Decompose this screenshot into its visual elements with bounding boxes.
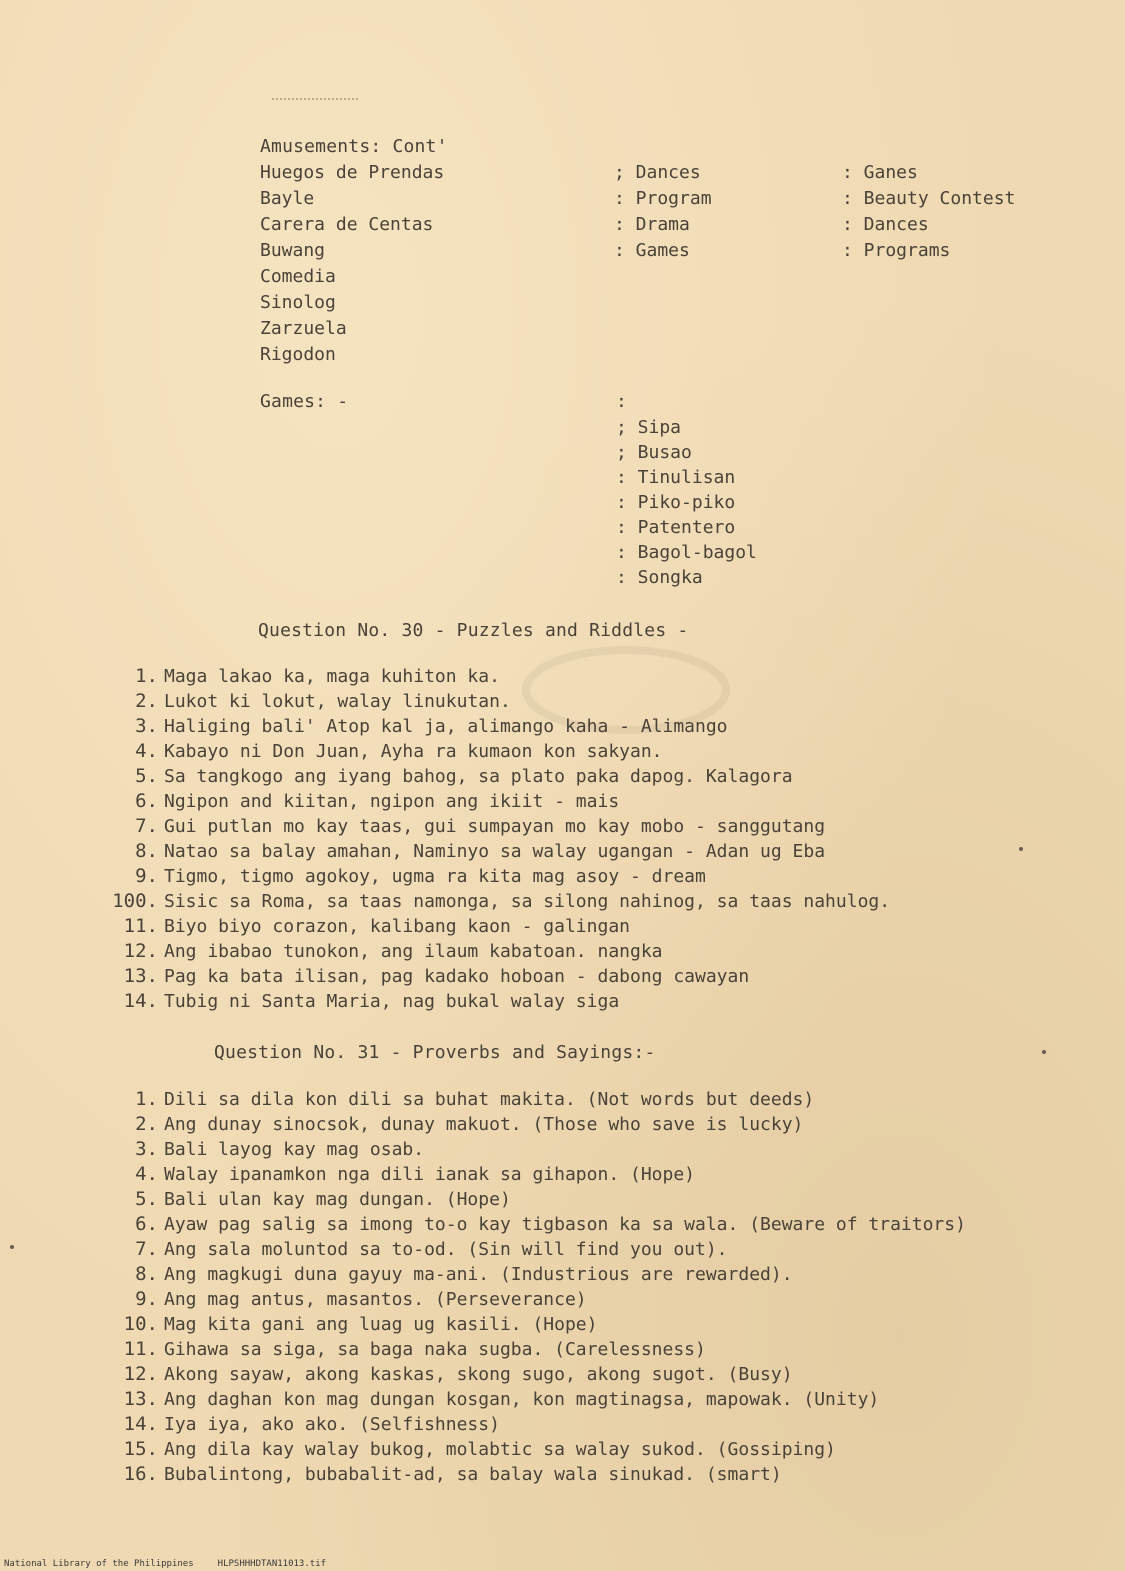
item-text: Bali ulan kay mag dungan. (Hope): [164, 1189, 511, 1210]
game-item: : Patentero: [616, 517, 736, 538]
item-number: 3.: [135, 715, 158, 737]
list-item: [112, 1287, 966, 1312]
item-text: Biyo biyo corazon, kalibang kaon - galingan: [164, 916, 630, 937]
item-number: 11.: [123, 1338, 158, 1360]
amusements-column-1: [260, 160, 444, 368]
item-text: Dili sa dila kon dili sa buhat makita. (Not words but deeds): [164, 1089, 815, 1110]
amusement-item: Buwang: [260, 240, 326, 261]
item-text: Gui putlan mo kay taas, gui sumpayan mo kay mobo - sanggutang: [164, 816, 826, 837]
item-number: 2.: [135, 1113, 158, 1135]
item-number: 13.: [123, 1388, 158, 1410]
list-item: [112, 1087, 966, 1112]
list-item: [112, 1237, 966, 1262]
list-item: [112, 1462, 966, 1487]
stray-mark: [1042, 1050, 1046, 1054]
list-item: [112, 1212, 966, 1237]
amusement-item: Carera de Centas: [260, 214, 434, 235]
item-text: Tigmo, tigmo agokoy, ugma ra kita mag asoy - dream: [164, 866, 706, 887]
item-text: Ayaw pag salig sa imong to-o kay tigbason ka sa wala. (Beware of traitors): [164, 1214, 966, 1235]
games-list: [616, 415, 757, 590]
amusements-column-2: [614, 160, 712, 264]
item-text: Ang ibabao tunokon, ang ilaum kabatoan. nangka: [164, 941, 663, 962]
amusement-item: Huegos de Prendas: [260, 162, 445, 183]
amusement-item: Bayle: [260, 188, 315, 209]
list-item: [112, 1437, 966, 1462]
item-text: Sa tangkogo ang iyang bahog, sa plato paka dapog. Kalagora: [164, 766, 793, 787]
list-item: [112, 1312, 966, 1337]
amusement-item: Rigodon: [260, 344, 336, 365]
riddles-list: [112, 664, 890, 1014]
item-number: 6.: [135, 790, 158, 812]
list-item: [112, 1262, 966, 1287]
footer-filename: HLPSHHHDTAN11013.tif: [217, 1559, 327, 1569]
amusement-item: : Program: [614, 188, 712, 209]
amusements-title: Amusements: Cont': [260, 136, 448, 157]
list-item: [112, 1112, 966, 1137]
item-text: Pag ka bata ilisan, pag kadako hoboan - dabong cawayan: [164, 966, 750, 987]
item-number: 5.: [135, 765, 158, 787]
list-item: [112, 689, 890, 714]
item-text: Bubalintong, bubabalit-ad, sa balay wala sinukad. (smart): [164, 1464, 782, 1485]
list-item: [112, 789, 890, 814]
item-text: Ang mag antus, masantos. (Perseverance): [164, 1289, 587, 1310]
list-item: [112, 964, 890, 989]
amusement-item: : Drama: [614, 214, 690, 235]
item-number: 5.: [135, 1188, 158, 1210]
item-text: Bali layog kay mag osab.: [164, 1139, 425, 1160]
scan-footer: [4, 1559, 350, 1569]
item-text: Maga lakao ka, maga kuhiton ka.: [164, 666, 500, 687]
item-text: Ngipon and kiitan, ngipon ang ikiit - mais: [164, 791, 620, 812]
item-text: Akong sayaw, akong kaskas, skong sugo, akong sugot. (Busy): [164, 1364, 793, 1385]
game-item: : Piko-piko: [616, 492, 736, 513]
list-item: [112, 1337, 966, 1362]
item-number: 9.: [135, 865, 158, 887]
item-number: 4.: [135, 1163, 158, 1185]
item-text: Natao sa balay amahan, Naminyo sa walay ugangan - Adan ug Eba: [164, 841, 826, 862]
item-number: 100.: [112, 890, 158, 912]
item-number: 15.: [123, 1438, 158, 1460]
item-number: 12.: [123, 1363, 158, 1385]
item-number: 4.: [135, 740, 158, 762]
item-number: 8.: [135, 1263, 158, 1285]
game-item: : Bagol-bagol: [616, 542, 757, 563]
item-text: Ang dila kay walay bukog, molabtic sa walay sukod. (Gossiping): [164, 1439, 836, 1460]
amusement-item: ; Dances: [614, 162, 701, 183]
amusement-item: Comedia: [260, 266, 336, 287]
list-item: [112, 1137, 966, 1162]
item-text: Tubig ni Santa Maria, nag bukal walay siga: [164, 991, 620, 1012]
item-text: Walay ipanamkon nga dili ianak sa gihapon. (Hope): [164, 1164, 696, 1185]
list-item: [112, 1187, 966, 1212]
games-colon: :: [616, 391, 628, 412]
games-title: Games: -: [260, 391, 349, 412]
item-text: Gihawa sa siga, sa baga naka sugba. (Carelessness): [164, 1339, 706, 1360]
list-item: [112, 1162, 966, 1187]
item-text: Ang sala moluntod sa to-od. (Sin will find you out).: [164, 1239, 728, 1260]
amusement-item: : Programs: [842, 240, 951, 261]
item-number: 14.: [123, 1413, 158, 1435]
amusement-item: : Beauty Contest: [842, 188, 1016, 209]
item-text: Mag kita gani ang luag ug kasili. (Hope): [164, 1314, 598, 1335]
list-item: [112, 814, 890, 839]
amusement-item: Sinolog: [260, 292, 336, 313]
item-number: 16.: [123, 1463, 158, 1485]
game-item: ; Sipa: [616, 417, 682, 438]
item-number: 7.: [135, 1238, 158, 1260]
amusement-item: : Ganes: [842, 162, 918, 183]
list-item: [112, 914, 890, 939]
item-number: 12.: [123, 940, 158, 962]
list-item: [112, 889, 890, 914]
item-number: 7.: [135, 815, 158, 837]
list-item: [112, 939, 890, 964]
list-item: [112, 1387, 966, 1412]
item-text: Kabayo ni Don Juan, Ayha ra kumaon kon sakyan.: [164, 741, 663, 762]
item-number: 10.: [123, 1313, 158, 1335]
list-item: [112, 664, 890, 689]
amusement-item: Zarzuela: [260, 318, 347, 339]
item-number: 3.: [135, 1138, 158, 1160]
item-number: 11.: [123, 915, 158, 937]
question-30-heading: Question No. 30 - Puzzles and Riddles -: [258, 620, 689, 641]
item-number: 8.: [135, 840, 158, 862]
item-text: Iya iya, ako ako. (Selfishness): [164, 1414, 500, 1435]
item-number: 1.: [135, 665, 158, 687]
item-number: 2.: [135, 690, 158, 712]
item-number: 1.: [135, 1088, 158, 1110]
stray-mark: [10, 1245, 14, 1249]
item-text: Haliging bali' Atop kal ja, alimango kaha - Alimango: [164, 716, 728, 737]
item-number: 13.: [123, 965, 158, 987]
item-number: 6.: [135, 1213, 158, 1235]
faint-header-line: [272, 98, 358, 100]
item-number: 14.: [123, 990, 158, 1012]
list-item: [112, 864, 890, 889]
footer-library: National Library of the Philippines: [4, 1559, 194, 1569]
amusement-item: : Games: [614, 240, 690, 261]
list-item: [112, 839, 890, 864]
amusements-column-3: [842, 160, 1015, 264]
list-item: [112, 1412, 966, 1437]
item-text: Ang daghan kon mag dungan kosgan, kon magtinagsa, mapowak. (Unity): [164, 1389, 880, 1410]
list-item: [112, 714, 890, 739]
item-text: Lukot ki lokut, walay linukutan.: [164, 691, 511, 712]
question-31-heading: Question No. 31 - Proverbs and Sayings:-: [214, 1042, 656, 1063]
game-item: : Songka: [616, 567, 703, 588]
stray-mark: [1019, 847, 1023, 851]
list-item: [112, 739, 890, 764]
proverbs-list: [112, 1087, 966, 1487]
list-item: [112, 1362, 966, 1387]
item-number: 9.: [135, 1288, 158, 1310]
amusement-item: : Dances: [842, 214, 929, 235]
item-text: Ang dunay sinocsok, dunay makuot. (Those who save is lucky): [164, 1114, 804, 1135]
list-item: [112, 764, 890, 789]
game-item: ; Busao: [616, 442, 692, 463]
item-text: Sisic sa Roma, sa taas namonga, sa silong nahinog, sa taas nahulog.: [164, 891, 891, 912]
item-text: Ang magkugi duna gayuy ma-ani. (Industrious are rewarded).: [164, 1264, 793, 1285]
list-item: [112, 989, 890, 1014]
game-item: : Tinulisan: [616, 467, 736, 488]
